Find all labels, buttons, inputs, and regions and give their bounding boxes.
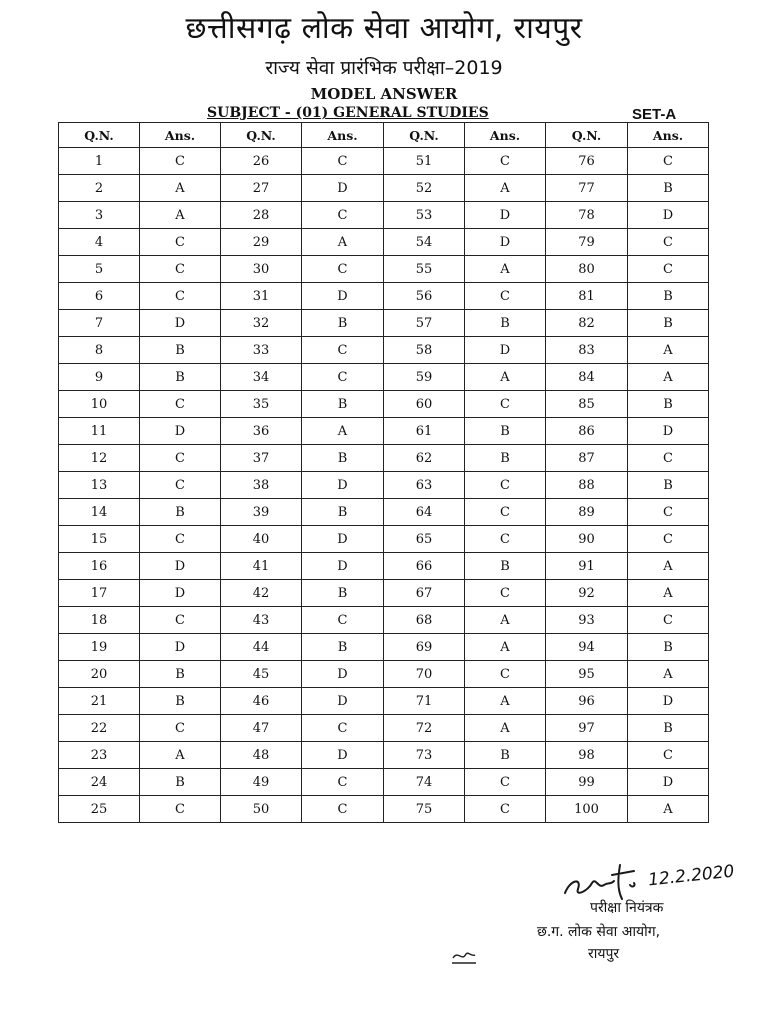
answer-cell: B bbox=[302, 391, 384, 418]
answer-cell: B bbox=[302, 499, 384, 526]
answer-cell: C bbox=[628, 148, 709, 175]
answer-cell: B bbox=[140, 364, 221, 391]
answer-cell: C bbox=[302, 202, 384, 229]
answer-cell: C bbox=[140, 445, 221, 472]
table-row bbox=[59, 580, 709, 607]
answer-cell: B bbox=[628, 472, 709, 499]
question-number-cell: 92 bbox=[546, 580, 628, 607]
table-row bbox=[59, 391, 709, 418]
table-row bbox=[59, 634, 709, 661]
table-row bbox=[59, 472, 709, 499]
answer-cell: C bbox=[140, 715, 221, 742]
question-number-cell: 70 bbox=[384, 661, 465, 688]
answer-cell: C bbox=[465, 526, 546, 553]
question-number-cell: 93 bbox=[546, 607, 628, 634]
answer-cell: B bbox=[628, 283, 709, 310]
answer-cell: B bbox=[302, 634, 384, 661]
question-number-cell: 61 bbox=[384, 418, 465, 445]
answer-cell: C bbox=[465, 769, 546, 796]
answer-cell: A bbox=[465, 256, 546, 283]
question-number-cell: 86 bbox=[546, 418, 628, 445]
answer-cell: D bbox=[140, 418, 221, 445]
answer-cell: B bbox=[628, 634, 709, 661]
designation-label: परीक्षा नियंत्रक bbox=[590, 900, 664, 916]
question-number-cell: 83 bbox=[546, 337, 628, 364]
question-number-cell: 21 bbox=[59, 688, 140, 715]
question-number-cell: 22 bbox=[59, 715, 140, 742]
answer-cell: A bbox=[465, 607, 546, 634]
question-number-cell: 60 bbox=[384, 391, 465, 418]
question-number-cell: 14 bbox=[59, 499, 140, 526]
answer-cell: C bbox=[140, 229, 221, 256]
table-row bbox=[59, 796, 709, 823]
answer-cell: C bbox=[140, 283, 221, 310]
question-number-cell: 13 bbox=[59, 472, 140, 499]
question-number-cell: 31 bbox=[221, 283, 302, 310]
question-number-cell: 91 bbox=[546, 553, 628, 580]
answer-cell: C bbox=[465, 661, 546, 688]
table-row bbox=[59, 499, 709, 526]
question-number-cell: 53 bbox=[384, 202, 465, 229]
answer-cell: C bbox=[140, 607, 221, 634]
question-number-cell: 47 bbox=[221, 715, 302, 742]
question-number-cell: 42 bbox=[221, 580, 302, 607]
question-number-cell: 81 bbox=[546, 283, 628, 310]
question-number-cell: 59 bbox=[384, 364, 465, 391]
document-title: MODEL ANSWER bbox=[310, 85, 458, 103]
answer-cell: B bbox=[465, 310, 546, 337]
question-number-cell: 95 bbox=[546, 661, 628, 688]
question-number-cell: 26 bbox=[221, 148, 302, 175]
answer-cell: C bbox=[628, 229, 709, 256]
answer-cell: D bbox=[628, 202, 709, 229]
question-number-cell: 78 bbox=[546, 202, 628, 229]
answer-cell: B bbox=[140, 499, 221, 526]
question-number-cell: 17 bbox=[59, 580, 140, 607]
answer-cell: D bbox=[465, 337, 546, 364]
initials-mark bbox=[450, 948, 478, 966]
table-row bbox=[59, 283, 709, 310]
header-answer: Ans. bbox=[465, 123, 546, 148]
answer-cell: A bbox=[628, 661, 709, 688]
answer-cell: A bbox=[628, 553, 709, 580]
question-number-cell: 54 bbox=[384, 229, 465, 256]
question-number-cell: 100 bbox=[546, 796, 628, 823]
question-number-cell: 7 bbox=[59, 310, 140, 337]
answer-cell: A bbox=[140, 742, 221, 769]
answer-cell: C bbox=[302, 607, 384, 634]
answer-cell: C bbox=[140, 391, 221, 418]
header-question-number: Q.N. bbox=[546, 123, 628, 148]
answer-cell: D bbox=[140, 580, 221, 607]
question-number-cell: 30 bbox=[221, 256, 302, 283]
answer-key-table bbox=[58, 122, 709, 823]
question-number-cell: 73 bbox=[384, 742, 465, 769]
question-number-cell: 9 bbox=[59, 364, 140, 391]
question-number-cell: 32 bbox=[221, 310, 302, 337]
table-row bbox=[59, 526, 709, 553]
answer-cell: B bbox=[465, 742, 546, 769]
answer-cell: C bbox=[140, 796, 221, 823]
question-number-cell: 27 bbox=[221, 175, 302, 202]
question-number-cell: 46 bbox=[221, 688, 302, 715]
question-number-cell: 36 bbox=[221, 418, 302, 445]
header-question-number: Q.N. bbox=[59, 123, 140, 148]
answer-cell: C bbox=[302, 769, 384, 796]
answer-cell: C bbox=[465, 472, 546, 499]
answer-cell: D bbox=[302, 472, 384, 499]
table-row bbox=[59, 310, 709, 337]
question-number-cell: 4 bbox=[59, 229, 140, 256]
answer-cell: B bbox=[465, 418, 546, 445]
question-number-cell: 57 bbox=[384, 310, 465, 337]
question-number-cell: 55 bbox=[384, 256, 465, 283]
answer-cell: B bbox=[140, 769, 221, 796]
answer-cell: D bbox=[465, 229, 546, 256]
answer-cell: C bbox=[628, 526, 709, 553]
answer-cell: C bbox=[465, 283, 546, 310]
exam-title: राज्य सेवा प्रारंभिक परीक्षा–2019 bbox=[265, 57, 503, 79]
question-number-cell: 85 bbox=[546, 391, 628, 418]
subject-title: SUBJECT - (01) GENERAL STUDIES bbox=[207, 105, 489, 121]
answer-cell: B bbox=[465, 445, 546, 472]
answer-cell: C bbox=[628, 445, 709, 472]
city-label: रायपुर bbox=[588, 946, 620, 962]
question-number-cell: 89 bbox=[546, 499, 628, 526]
table-header-row bbox=[59, 123, 709, 148]
question-number-cell: 2 bbox=[59, 175, 140, 202]
answer-cell: D bbox=[302, 283, 384, 310]
answer-cell: B bbox=[302, 580, 384, 607]
question-number-cell: 8 bbox=[59, 337, 140, 364]
question-number-cell: 38 bbox=[221, 472, 302, 499]
answer-cell: D bbox=[628, 418, 709, 445]
question-number-cell: 88 bbox=[546, 472, 628, 499]
organization-title: छत्तीसगढ़ लोक सेवा आयोग, रायपुर bbox=[185, 11, 583, 46]
answer-cell: D bbox=[302, 175, 384, 202]
question-number-cell: 58 bbox=[384, 337, 465, 364]
question-number-cell: 23 bbox=[59, 742, 140, 769]
question-number-cell: 56 bbox=[384, 283, 465, 310]
answer-cell: D bbox=[302, 742, 384, 769]
question-number-cell: 35 bbox=[221, 391, 302, 418]
question-number-cell: 99 bbox=[546, 769, 628, 796]
answer-cell: C bbox=[302, 796, 384, 823]
answer-cell: A bbox=[465, 364, 546, 391]
answer-cell: C bbox=[302, 337, 384, 364]
answer-cell: B bbox=[302, 445, 384, 472]
question-number-cell: 87 bbox=[546, 445, 628, 472]
table-row bbox=[59, 445, 709, 472]
question-number-cell: 40 bbox=[221, 526, 302, 553]
answer-cell: C bbox=[465, 796, 546, 823]
header-answer: Ans. bbox=[302, 123, 384, 148]
answer-cell: B bbox=[140, 688, 221, 715]
table-row bbox=[59, 607, 709, 634]
table-row bbox=[59, 175, 709, 202]
answer-cell: A bbox=[302, 229, 384, 256]
answer-cell: A bbox=[628, 337, 709, 364]
answer-cell: C bbox=[628, 607, 709, 634]
question-number-cell: 84 bbox=[546, 364, 628, 391]
table-row bbox=[59, 337, 709, 364]
answer-cell: C bbox=[140, 526, 221, 553]
table-row bbox=[59, 688, 709, 715]
question-number-cell: 94 bbox=[546, 634, 628, 661]
table-row bbox=[59, 256, 709, 283]
answer-cell: B bbox=[140, 337, 221, 364]
answer-cell: C bbox=[465, 148, 546, 175]
table-row bbox=[59, 418, 709, 445]
question-number-cell: 51 bbox=[384, 148, 465, 175]
table-row bbox=[59, 715, 709, 742]
question-number-cell: 82 bbox=[546, 310, 628, 337]
question-number-cell: 49 bbox=[221, 769, 302, 796]
answer-cell: A bbox=[465, 688, 546, 715]
question-number-cell: 63 bbox=[384, 472, 465, 499]
header-answer: Ans. bbox=[140, 123, 221, 148]
answer-cell: C bbox=[302, 715, 384, 742]
answer-cell: C bbox=[465, 580, 546, 607]
answer-cell: A bbox=[465, 715, 546, 742]
answer-cell: C bbox=[302, 256, 384, 283]
question-number-cell: 75 bbox=[384, 796, 465, 823]
answer-cell: B bbox=[628, 391, 709, 418]
question-number-cell: 15 bbox=[59, 526, 140, 553]
answer-cell: D bbox=[465, 202, 546, 229]
question-number-cell: 11 bbox=[59, 418, 140, 445]
question-number-cell: 1 bbox=[59, 148, 140, 175]
answer-cell: B bbox=[465, 553, 546, 580]
answer-cell: D bbox=[302, 526, 384, 553]
table-row bbox=[59, 742, 709, 769]
answer-cell: A bbox=[628, 364, 709, 391]
question-number-cell: 71 bbox=[384, 688, 465, 715]
question-number-cell: 6 bbox=[59, 283, 140, 310]
table-row bbox=[59, 769, 709, 796]
header-question-number: Q.N. bbox=[384, 123, 465, 148]
answer-cell: A bbox=[140, 175, 221, 202]
question-number-cell: 45 bbox=[221, 661, 302, 688]
answer-cell: B bbox=[628, 175, 709, 202]
answer-cell: D bbox=[140, 634, 221, 661]
answer-cell: C bbox=[140, 148, 221, 175]
answer-cell: C bbox=[302, 364, 384, 391]
question-number-cell: 65 bbox=[384, 526, 465, 553]
question-number-cell: 10 bbox=[59, 391, 140, 418]
question-number-cell: 80 bbox=[546, 256, 628, 283]
table-row bbox=[59, 229, 709, 256]
question-number-cell: 19 bbox=[59, 634, 140, 661]
answer-cell: C bbox=[302, 148, 384, 175]
answer-cell: C bbox=[628, 742, 709, 769]
question-number-cell: 77 bbox=[546, 175, 628, 202]
answer-cell: A bbox=[465, 634, 546, 661]
question-number-cell: 34 bbox=[221, 364, 302, 391]
table-row bbox=[59, 661, 709, 688]
table-row bbox=[59, 148, 709, 175]
question-number-cell: 72 bbox=[384, 715, 465, 742]
question-number-cell: 29 bbox=[221, 229, 302, 256]
question-number-cell: 24 bbox=[59, 769, 140, 796]
question-number-cell: 50 bbox=[221, 796, 302, 823]
answer-cell: C bbox=[140, 472, 221, 499]
question-number-cell: 20 bbox=[59, 661, 140, 688]
question-number-cell: 16 bbox=[59, 553, 140, 580]
answer-cell: D bbox=[628, 688, 709, 715]
answer-cell: D bbox=[302, 553, 384, 580]
answer-cell: D bbox=[302, 661, 384, 688]
question-number-cell: 76 bbox=[546, 148, 628, 175]
answer-cell: D bbox=[140, 310, 221, 337]
question-number-cell: 37 bbox=[221, 445, 302, 472]
table-row bbox=[59, 202, 709, 229]
question-number-cell: 67 bbox=[384, 580, 465, 607]
question-number-cell: 44 bbox=[221, 634, 302, 661]
question-number-cell: 39 bbox=[221, 499, 302, 526]
answer-cell: A bbox=[140, 202, 221, 229]
question-number-cell: 12 bbox=[59, 445, 140, 472]
table-body bbox=[59, 148, 709, 823]
answer-cell: C bbox=[465, 391, 546, 418]
question-number-cell: 79 bbox=[546, 229, 628, 256]
question-number-cell: 68 bbox=[384, 607, 465, 634]
answer-cell: C bbox=[628, 256, 709, 283]
answer-cell: D bbox=[628, 769, 709, 796]
table-row bbox=[59, 364, 709, 391]
question-number-cell: 74 bbox=[384, 769, 465, 796]
answer-cell: A bbox=[628, 796, 709, 823]
question-number-cell: 3 bbox=[59, 202, 140, 229]
answer-cell: B bbox=[628, 715, 709, 742]
question-number-cell: 48 bbox=[221, 742, 302, 769]
question-number-cell: 5 bbox=[59, 256, 140, 283]
answer-cell: D bbox=[302, 688, 384, 715]
answer-cell: C bbox=[140, 256, 221, 283]
question-number-cell: 96 bbox=[546, 688, 628, 715]
question-number-cell: 64 bbox=[384, 499, 465, 526]
question-number-cell: 18 bbox=[59, 607, 140, 634]
answer-cell: A bbox=[302, 418, 384, 445]
question-number-cell: 52 bbox=[384, 175, 465, 202]
answer-cell: B bbox=[302, 310, 384, 337]
table-row bbox=[59, 553, 709, 580]
answer-cell: B bbox=[628, 310, 709, 337]
header-answer: Ans. bbox=[628, 123, 709, 148]
commission-label: छ.ग. लोक सेवा आयोग, bbox=[537, 924, 661, 940]
header-question-number: Q.N. bbox=[221, 123, 302, 148]
question-number-cell: 66 bbox=[384, 553, 465, 580]
question-number-cell: 90 bbox=[546, 526, 628, 553]
question-number-cell: 62 bbox=[384, 445, 465, 472]
question-number-cell: 43 bbox=[221, 607, 302, 634]
signature-date: 12.2.2020 bbox=[647, 861, 736, 891]
answer-cell: C bbox=[628, 499, 709, 526]
set-label: SET-A bbox=[632, 106, 677, 123]
question-number-cell: 98 bbox=[546, 742, 628, 769]
question-number-cell: 41 bbox=[221, 553, 302, 580]
question-number-cell: 25 bbox=[59, 796, 140, 823]
answer-cell: B bbox=[140, 661, 221, 688]
question-number-cell: 69 bbox=[384, 634, 465, 661]
answer-cell: C bbox=[465, 499, 546, 526]
question-number-cell: 28 bbox=[221, 202, 302, 229]
answer-cell: A bbox=[628, 580, 709, 607]
question-number-cell: 97 bbox=[546, 715, 628, 742]
answer-cell: D bbox=[140, 553, 221, 580]
answer-cell: A bbox=[465, 175, 546, 202]
question-number-cell: 33 bbox=[221, 337, 302, 364]
